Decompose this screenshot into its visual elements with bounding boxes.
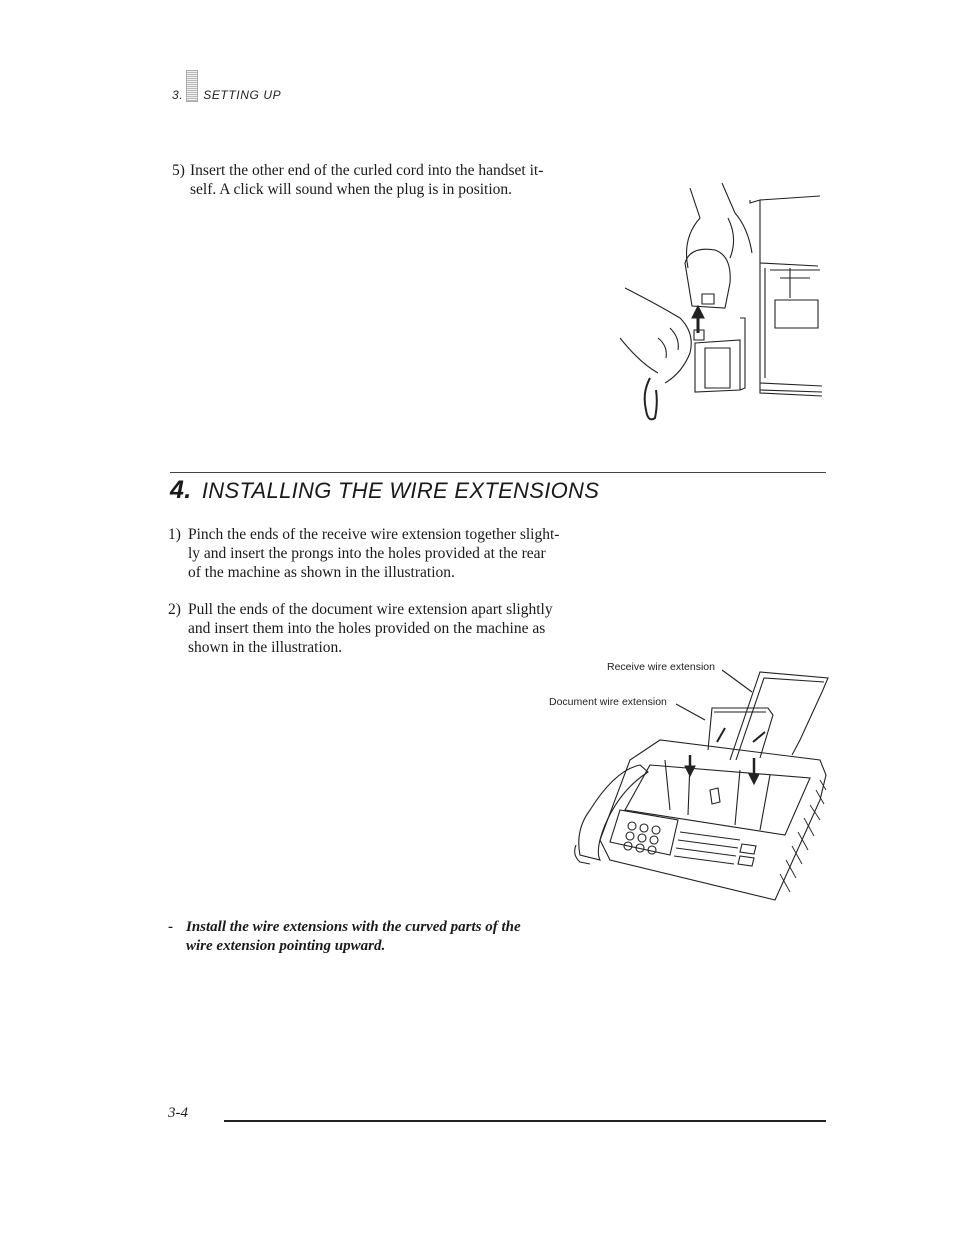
note-text-line: wire extension pointing upward.: [186, 938, 386, 954]
step-number: 2): [168, 601, 181, 618]
section-number: 4.: [170, 476, 192, 504]
installation-note: [168, 918, 598, 956]
chapter-number: 3.: [172, 88, 184, 102]
step-text-line: ly and insert the prongs into the holes provided at the rear: [188, 545, 546, 562]
section-divider: [170, 472, 826, 473]
step-text-line: Insert the other end of the curled cord into the handset it-: [190, 162, 544, 179]
step-text-line: Pull the ends of the document wire extension apart slightly: [188, 601, 553, 618]
footer-rule: [224, 1120, 826, 1122]
page-number: 3-4: [168, 1105, 188, 1121]
section-title-text: INSTALLING THE WIRE EXTENSIONS: [201, 478, 600, 503]
step-text-line: Pinch the ends of the receive wire extension together slight-: [188, 526, 560, 543]
step-receive-extension: [168, 525, 594, 582]
step-number: 1): [168, 526, 181, 543]
note-dash: -: [168, 919, 173, 935]
callout-receive-wire: Receive wire extension: [607, 661, 715, 673]
chapter-title: SETTING UP: [203, 88, 282, 102]
step-text-line: and insert them into the holes provided on the machine as: [188, 620, 546, 637]
step-text-line: of the machine as shown in the illustration.: [188, 564, 455, 581]
handset-plug-illustration: [610, 178, 825, 428]
step-number: 5): [172, 162, 185, 179]
section-title: [170, 476, 599, 505]
chapter-marker-icon: [186, 70, 198, 102]
step-text-line: shown in the illustration.: [188, 639, 343, 656]
step-text-line: self. A click will sound when the plug is in position.: [190, 181, 513, 198]
step-handset: [172, 161, 600, 199]
step-document-extension: [168, 600, 594, 657]
fax-machine-illustration: [570, 660, 832, 905]
note-text-line: Install the wire extensions with the curved parts of the: [186, 919, 521, 935]
running-header: [172, 88, 281, 102]
callout-document-wire: Document wire extension: [549, 696, 667, 708]
